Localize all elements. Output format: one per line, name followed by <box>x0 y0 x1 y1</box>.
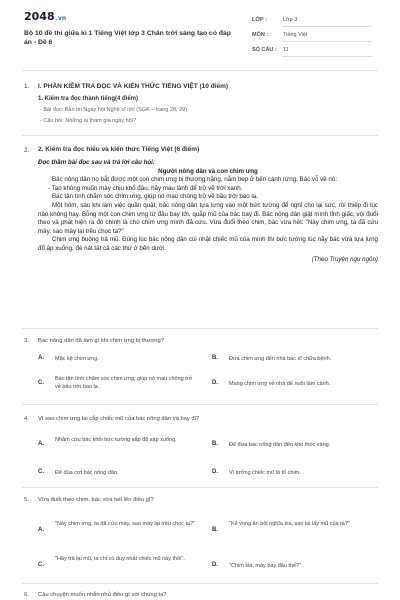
passage-title: Người nông dân và con chim ưng <box>158 167 258 175</box>
question-number: 5. <box>24 497 29 503</box>
option-letter[interactable]: B. <box>212 441 218 447</box>
option-text[interactable]: Bác tận tình chăm sóc chim ưng, giúp nó mau chóng trở về bầu trời bao la. <box>55 376 193 390</box>
option-letter[interactable]: D. <box>212 469 218 475</box>
question-number: 6. <box>24 592 29 598</box>
section-number: 2. <box>24 147 30 154</box>
site-logo[interactable]: 2048.vn <box>24 10 67 23</box>
passage-paragraph: Chim ưng buông trả mũ. Đúng lúc bác nông dân cúi nhặt chiếc mũ của mình thì bức tường lúc nãy bác vừa tựa lưng đổ ập xuống, đè nát tất cả các thứ ở bên dưới. <box>38 236 378 252</box>
divider <box>22 583 378 584</box>
document-title: Bộ 10 đề thi giữa kì 1 Tiếng Việt lớp 3 Chân trời sáng tạo có đáp án - Đề 6 <box>24 30 231 46</box>
divider <box>22 70 378 71</box>
option-text[interactable]: "Chim kia, mày bay đâu thế?" <box>229 563 302 569</box>
option-letter[interactable]: C. <box>38 380 44 386</box>
option-letter[interactable]: B. <box>212 527 218 533</box>
passage-paragraph: Một hôm, sau khi làm việc quần quật, bác nông dân tựa lưng vào một bức tường để nghỉ cho lại sức, rồi thiếp đi lúc nào không hay. Bỗng một con chim ưng từ đâu bay tới, quắp mũ của bác bay đi. Bác nông dân giật mình tỉnh giấc, vội đuổi theo và phát hiện ra đó chính là chú chim ưng mình đã cứu. Vừa đuổi theo chim, bác vừa hét: "Này chim ưng, ta đã cứu mày, sao mày lại trêu chọc ta?" <box>38 201 378 235</box>
section-heading: I. PHẦN KIỂM TRA ĐỌC VÀ KIẾN THỨC TIẾNG VIỆT (10 điểm) <box>38 83 229 90</box>
question-text: Câu chuyện muốn nhắn nhủ điều gì với chúng ta? <box>38 592 167 598</box>
option-letter[interactable]: C. <box>38 469 44 475</box>
divider <box>22 328 378 329</box>
option-letter[interactable]: C. <box>38 562 44 568</box>
passage-paragraph: Bác tận tình chăm sóc chim ưng, giúp nó mau chóng trở về bầu trời bao la. <box>52 193 258 201</box>
option-text[interactable]: "Này chim ưng, ta đã cứu mày, sao mày lại trêu chọc ta?" <box>55 521 196 527</box>
divider <box>22 404 378 405</box>
option-letter[interactable]: D. <box>212 562 218 568</box>
divider <box>22 135 378 136</box>
option-text[interactable]: Để đùa cợt bác nông dân. <box>55 470 119 476</box>
passage-paragraph: - Tao không muốn mày chịu khổ đâu, hãy mau lành để trở về trời xanh. <box>48 184 243 192</box>
option-text[interactable]: Vì tưởng chiếc mũ là tổ chim. <box>229 470 301 476</box>
question-number: 4. <box>24 416 29 422</box>
reading-passage-line: - Bài đọc: Bản tin Ngày hội Nghệ sĩ nhí (SGK – trang 28, 29) <box>40 107 188 113</box>
question-text: Vì sao chim ưng lại cắp chiếc mũ của bác nông dân và bay đi? <box>38 416 200 422</box>
passage-instruction: Đọc thầm bài đọc sau và trả lời câu hỏi: <box>38 159 155 166</box>
header: 2048.vn Bộ 10 đề thi giữa kì 1 Tiếng Việt lớp 3 Chân trời sáng tạo có đáp án - Đề 6 LỚP : Lớp 3 MÔN : Tiếng Việt SỐ CÂU : 11 <box>0 0 400 62</box>
reading-question-line: - Câu hỏi: Những ai tham gia ngày hội? <box>40 118 137 124</box>
option-text[interactable]: "Kẻ vong ân bội nghĩa kia, sao lại lấy mũ của ta?" <box>229 521 350 527</box>
option-text[interactable]: Để đưa bác nông dân đến kho thóc vàng. <box>229 442 331 448</box>
passage-source: (Theo Truyện ngụ ngôn) <box>311 255 378 263</box>
question-number: 3. <box>24 338 29 344</box>
question-text: Bác nông dân đã làm gì khi chim ưng bị thương? <box>38 338 164 344</box>
section-heading: 2. Kiểm tra đọc hiểu và kiến thức Tiếng Việt (6 điểm) <box>38 146 200 153</box>
option-text[interactable]: Đưa chim ưng đến nhà bác sĩ chữa bệnh. <box>229 356 332 362</box>
reading-passage <box>38 159 378 264</box>
question-text: Vừa đuổi theo chim, bác vừa hét lên điều gì? <box>38 497 154 503</box>
option-text[interactable]: Mang chim ưng về nhà để nuôi làm cảnh. <box>229 381 331 387</box>
section-number: 1. <box>24 83 30 90</box>
option-text[interactable]: Mặc kệ chim ưng. <box>55 356 99 362</box>
option-letter[interactable]: A. <box>38 441 44 447</box>
divider <box>22 487 378 488</box>
option-letter[interactable]: D. <box>212 380 218 386</box>
option-letter[interactable]: B. <box>212 355 218 361</box>
option-text[interactable]: Nhằm cứu bác khỏi bức tường sắp đổ sập xuống. <box>55 437 177 443</box>
passage-paragraph: Bác nông dân nọ bắt được một con chim ưng bị thương nặng, nằm bẹp ở bên cánh rừng. Bác vỗ về nó: <box>52 176 338 184</box>
option-letter[interactable]: A. <box>38 355 44 361</box>
option-letter[interactable]: A. <box>38 527 44 533</box>
subsection-heading: 1. Kiểm tra đọc thành tiếng(4 điểm) <box>38 96 139 102</box>
option-text[interactable]: "Hãy trả lại mũ, ta chỉ có duy nhất chiếc mũ này thôi". <box>55 556 185 562</box>
